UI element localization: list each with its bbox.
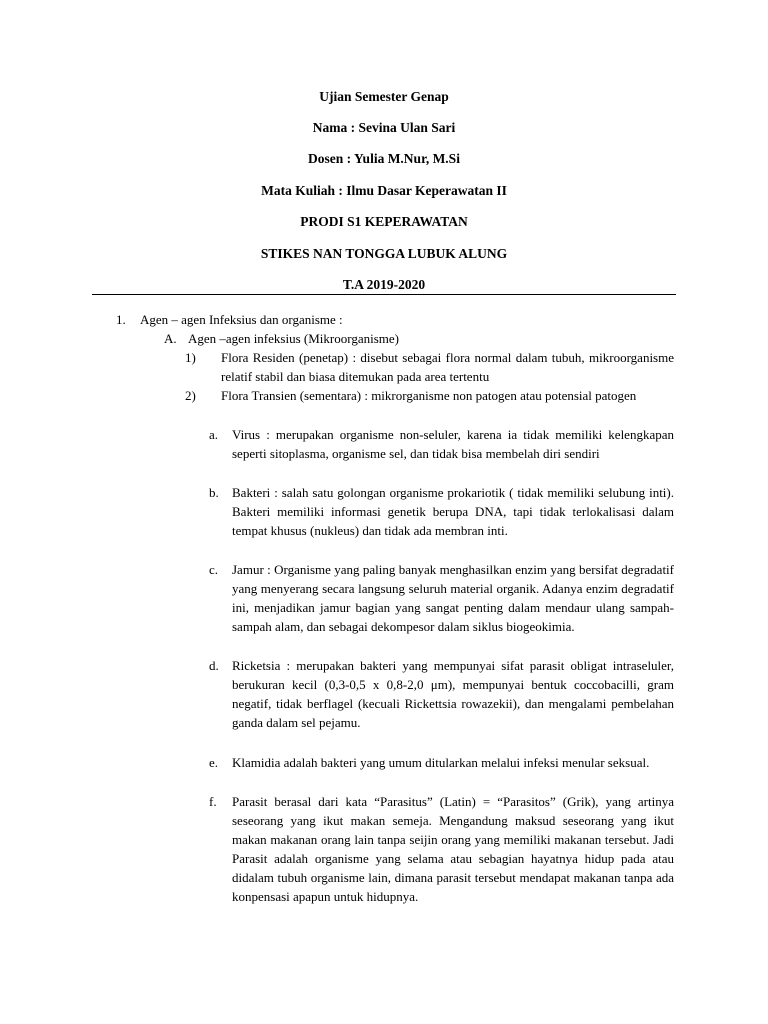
letter-e: e. — [209, 755, 219, 770]
bakteri-text: Bakteri : salah satu golongan organisme prokariotik ( tidak memiliki selubung inti). Bakteri memiliki informasi genetik berupa DNA, tapi tidak terlokalisasi dalam tempat khusus (nukleus) dan tidak ada membran inti. — [232, 485, 674, 538]
virus-text: Virus : merupakan organisme non-seluler, karena ia tidak memiliki kelengkapan seperti sitoplasma, organisme sel, dan tidak bisa membelah diri sendiri — [232, 427, 674, 461]
institution-name: STIKES NAN TONGGA LUBUK ALUNG — [260, 246, 508, 261]
course-name: Mata Kuliah : Ilmu Dasar Keperawatan II — [261, 183, 507, 198]
letter-b: b. — [209, 485, 219, 500]
ricketsia-text: Ricketsia : merupakan bakteri yang mempunyai sifat parasit obligat intraseluler, berukuran kecil (0,3-0,5 x 0,8-2,0 μm), mempunyai bentuk coccobacilli, gram negatif, tidak berflagel (kecuali Rickettsia rowazekii), dan mengalami pembelahan ganda dalam sel pejamu. — [232, 658, 674, 730]
sub-number-1: 1) — [185, 350, 196, 365]
study-program: PRODI S1 KEPERAWATAN — [300, 214, 468, 229]
list-item-1: Agen – agen Infeksius dan organisme : — [140, 312, 343, 327]
list-number-1: 1. — [116, 312, 126, 327]
flora-transien-text: Flora Transien (sementara) : mikrorganisme non patogen atau potensial patogen — [221, 388, 637, 403]
klamidia-text: Klamidia adalah bakteri yang umum ditularkan melalui infeksi menular seksual. — [232, 755, 650, 770]
flora-residen-text: Flora Residen (penetap) : disebut sebagai flora normal dalam tubuh, mikroorganisme relatif stabil dan biasa ditemukan pada area tertentu — [221, 350, 674, 384]
academic-year: T.A 2019-2020 — [342, 277, 426, 292]
parasit-text: Parasit berasal dari kata “Parasitus” (Latin) = “Parasitos” (Grik), yang artinya seseorang yang ikut makan semeja. Mengandung maksud seseorang yang ikut makan makanan orang lain tanpa seijin orang yang memiliki makanan tersebut. Jadi Parasit adalah organisme yang selama atau sebagian hayatnya hidup pada atau didalam tubuh organisme lain, dimana parasit tersebut mendapat makanan tanpa ada konpensasi apapun untuk hidupnya. — [232, 794, 674, 904]
lecturer-name: Dosen : Yulia M.Nur, M.Si — [308, 151, 460, 166]
jamur-text: Jamur : Organisme yang paling banyak menghasilkan enzim yang bersifat degradatif yang menyerang secara langsung seluruh material organik. Adanya enzim degradatif ini, menjadikan jamur bagian yang sangat penting dalam mendaur ulang sampah-sampah alam, dan sebagai dekompesor dalam siklus biogeokimia. — [232, 562, 674, 634]
header-divider — [92, 294, 676, 295]
sub-number-2: 2) — [185, 388, 196, 403]
letter-a: a. — [209, 427, 219, 442]
student-name: Nama : Sevina Ulan Sari — [312, 120, 456, 135]
letter-f: f. — [209, 794, 217, 809]
list-letter-A: A. — [164, 331, 177, 346]
exam-title: Ujian Semester Genap — [319, 89, 449, 104]
list-item-A: Agen –agen infeksius (Mikroorganisme) — [188, 331, 399, 346]
letter-d: d. — [209, 658, 219, 673]
letter-c: c. — [209, 562, 219, 577]
